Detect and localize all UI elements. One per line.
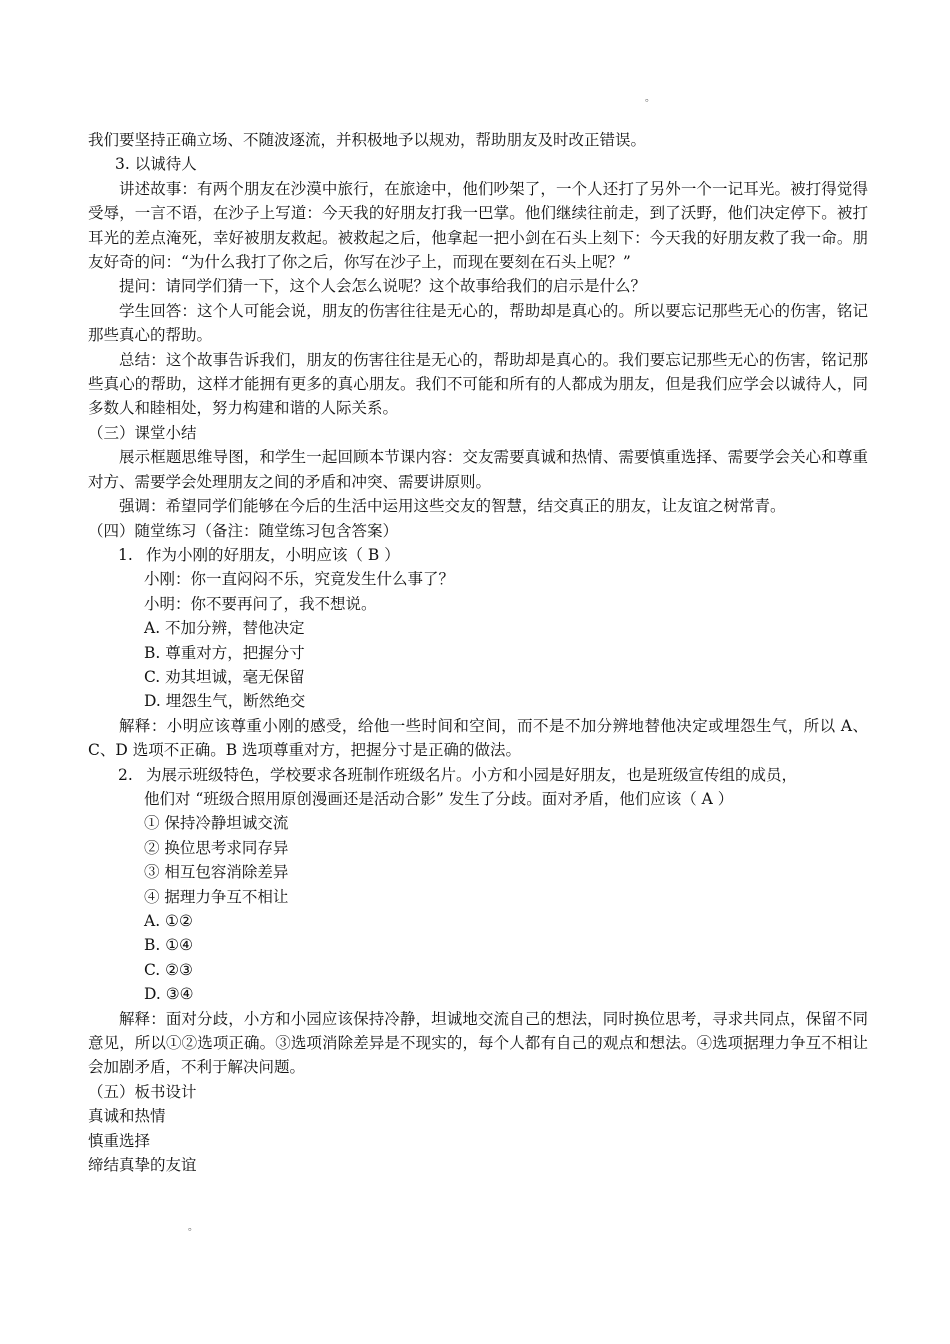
board-line: 慎重选择 (88, 1131, 151, 1150)
question-2-option: B. ①④ (144, 936, 194, 955)
question-2-item: ② 换位思考求同存异 (144, 838, 289, 857)
question-1-option: D. 埋怨生气，断然绝交 (144, 692, 306, 711)
paragraph-question: 提问：请同学们猜一下，这个人会怎么说呢？这个故事给我们的启示是什么？ (119, 277, 647, 296)
section-heading-class-summary: （三）课堂小结 (88, 423, 197, 442)
question-2-item: ③ 相互包容消除差异 (144, 863, 289, 882)
paragraph-mindmap: 展示框题思维导图，和学生一起回顾本节课内容：交友需要真诚和热情、需要慎重选择、需要学会关心和尊重对方、需要学会处理朋友之间的矛盾和冲突、需要讲原则。 (88, 448, 868, 491)
paragraph-continuation: 我们要坚持正确立场、不随波逐流，并积极地予以规劝，帮助朋友及时改正错误。 (88, 131, 647, 149)
question-1-option: A. 不加分辨，替他决定 (144, 619, 305, 638)
question-1-explanation: 解释：小明应该尊重小刚的感受，给他一些时间和空间，而不是不加分辨地替他决定或埋怨生气，所以 A、C、D 选项不正确。B 选项尊重对方，把握分寸是正确的做法。 (88, 716, 868, 760)
question-1-option: C. 劝其坦诚，毫无保留 (144, 667, 305, 686)
question-2-stem (118, 763, 868, 787)
question-1-text: 作为小刚的好朋友，小明应该（ B ） (146, 545, 400, 564)
paragraph-student-answer: 学生回答：这个人可能会说，朋友的伤害往往是无心的，帮助却是真心的。所以要忘记那些无心的伤害，铭记那些真心的帮助。 (88, 301, 868, 345)
question-2-text-continued: 他们对 “班级合照用原创漫画还是活动合影” 发生了分歧。面对矛盾，他们应该（ A ） (144, 789, 734, 808)
question-1-dialog-line: 小刚：你一直闷闷不乐，究竟发生什么事了？ (144, 570, 455, 589)
question-2-text: 为展示班级特色，学校要求各班制作班级名片。小方和小园是好朋友，也是班级宣传组的成员， (146, 765, 798, 784)
top-mark: 。 (645, 93, 655, 104)
board-line: 缔结真挚的友谊 (88, 1156, 197, 1175)
bottom-mark: 。 (188, 1222, 198, 1233)
question-1-stem (118, 543, 868, 567)
paragraph-story: 讲述故事：有两个朋友在沙漠中旅行，在旅途中，他们吵架了，一个人还打了另外一个一记耳光。被打得觉得受辱，一言不语，在沙子上写道：今天我的好朋友打我一巴掌。他们继续往前走，到了沃野，他们决定停下。被打耳光的差点淹死，幸好被朋友救起。被救起之后，他拿起一把小剑在石头上刻下：今天我的好朋友救了我一命。朋友好奇的问：“为什么我打了你之后，你写在沙子上，而现在要刻在石头上呢？” (88, 179, 868, 272)
paragraph-emphasis: 强调：希望同学们能够在今后的生活中运用这些交友的智慧，结交真正的朋友，让友谊之树常青。 (119, 497, 786, 516)
question-2-item: ① 保持冷静坦诚交流 (144, 814, 289, 833)
question-2-explanation: 解释：面对分歧，小方和小园应该保持冷静，坦诚地交流自己的想法，同时换位思考，寻求共同点，保留不同意见，所以①②选项正确。③选项消除差异是不现实的，每个人都有自己的观点和想法。④选项据理力争互不相让会加剧矛盾，不利于解决问题。 (88, 1009, 868, 1077)
question-1-number: 1. (118, 545, 133, 564)
paragraph-summary: 总结：这个故事告诉我们，朋友的伤害往往是无心的，帮助却是真心的。我们要忘记那些无心的伤害，铭记那些真心的帮助，这样才能拥有更多的真心朋友。我们不可能和所有的人都成为朋友，但是我们应学会以诚待人，同多数人和睦相处，努力构建和谐的人际关系。 (88, 350, 868, 418)
question-2-option: D. ③④ (144, 985, 194, 1004)
section-heading-practice: （四）随堂练习（备注：随堂练习包含答案） (88, 521, 399, 540)
section-heading-board-design: （五）板书设计 (88, 1082, 197, 1101)
question-1-dialog-line: 小明：你不要再问了，我不想说。 (144, 594, 377, 613)
document-body (88, 128, 868, 1177)
heading-sincerity: 3. 以诚待人 (115, 155, 197, 174)
question-2-item: ④ 据理力争互不相让 (144, 887, 289, 906)
question-2-option: C. ②③ (144, 960, 193, 979)
question-1-option: B. 尊重对方，把握分寸 (144, 643, 305, 662)
question-2-option: A. ①② (144, 912, 193, 930)
board-line: 真诚和热情 (88, 1107, 166, 1126)
question-2-number: 2. (118, 765, 133, 784)
